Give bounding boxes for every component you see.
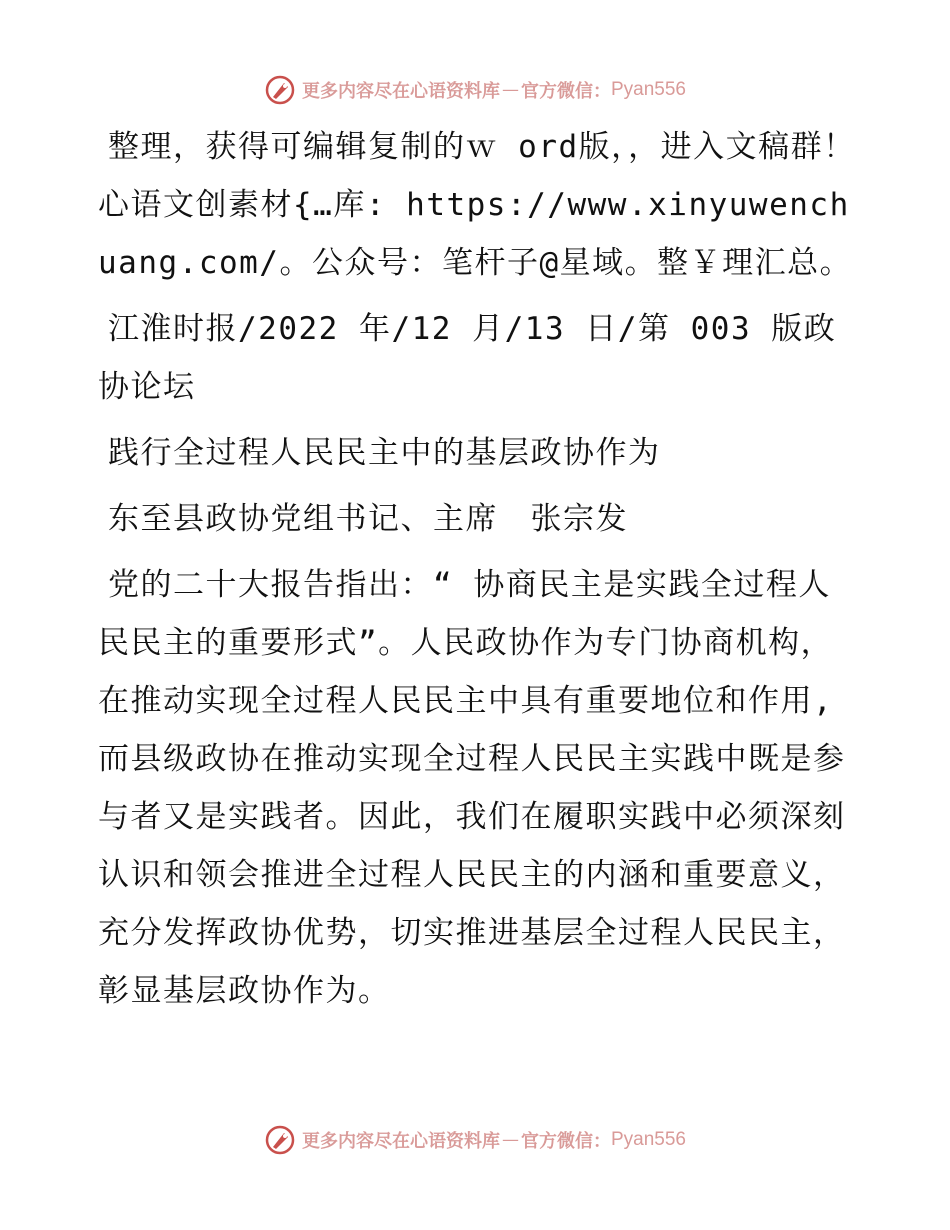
pen-nib-logo-icon <box>264 1124 296 1156</box>
banner-suffix: 官方微信： <box>520 1131 611 1152</box>
footer-watermark-banner <box>0 1120 950 1160</box>
intro-paragraph: 整理，获得可编辑复制的ｗ ord版，，进入文稿群！心语文创素材{…库: https://www.xinyuwenchuang.com/。公众号：笔杆子@星域。整￥理汇总。 <box>98 129 856 281</box>
author-line: 东至县政协党组书记、主席 张宗发 <box>108 501 628 537</box>
document-body <box>98 118 858 1028</box>
banner-handle: Pyan556 <box>610 1129 686 1150</box>
header-watermark-banner <box>0 70 950 110</box>
banner-suffix: 官方微信： <box>520 81 611 102</box>
source-line: 江淮时报/2022 年/12 月/13 日/第 003 版政协论坛 <box>98 311 837 405</box>
article-title: 践行全过程人民民主中的基层政协作为 <box>108 435 661 471</box>
banner-separator: — <box>501 80 519 100</box>
banner-handle: Pyan556 <box>610 79 686 100</box>
pen-nib-logo-icon <box>264 74 296 106</box>
banner-main-text: 更多内容尽在心语资料库 <box>301 81 500 102</box>
banner-main-text: 更多内容尽在心语资料库 <box>301 1131 500 1152</box>
banner-separator: — <box>501 1130 519 1150</box>
body-paragraph: 党的二十大报告指出：“ 协商民主是实践全过程人民民主的重要形式”。人民政协作为专门协商机构， 在推动实现全过程人民民主中具有重要地位和作用,而县级政协在推动实现全过程人民民主实践中既是参与者又是实践者。因此，我们在履职实践中必须深刻认识和领会推进全过程人民民主的内涵和重要意义，充分发挥政协优势，切实推进基层全过程人民民主，彰显基层政协作为。 <box>98 567 851 1009</box>
